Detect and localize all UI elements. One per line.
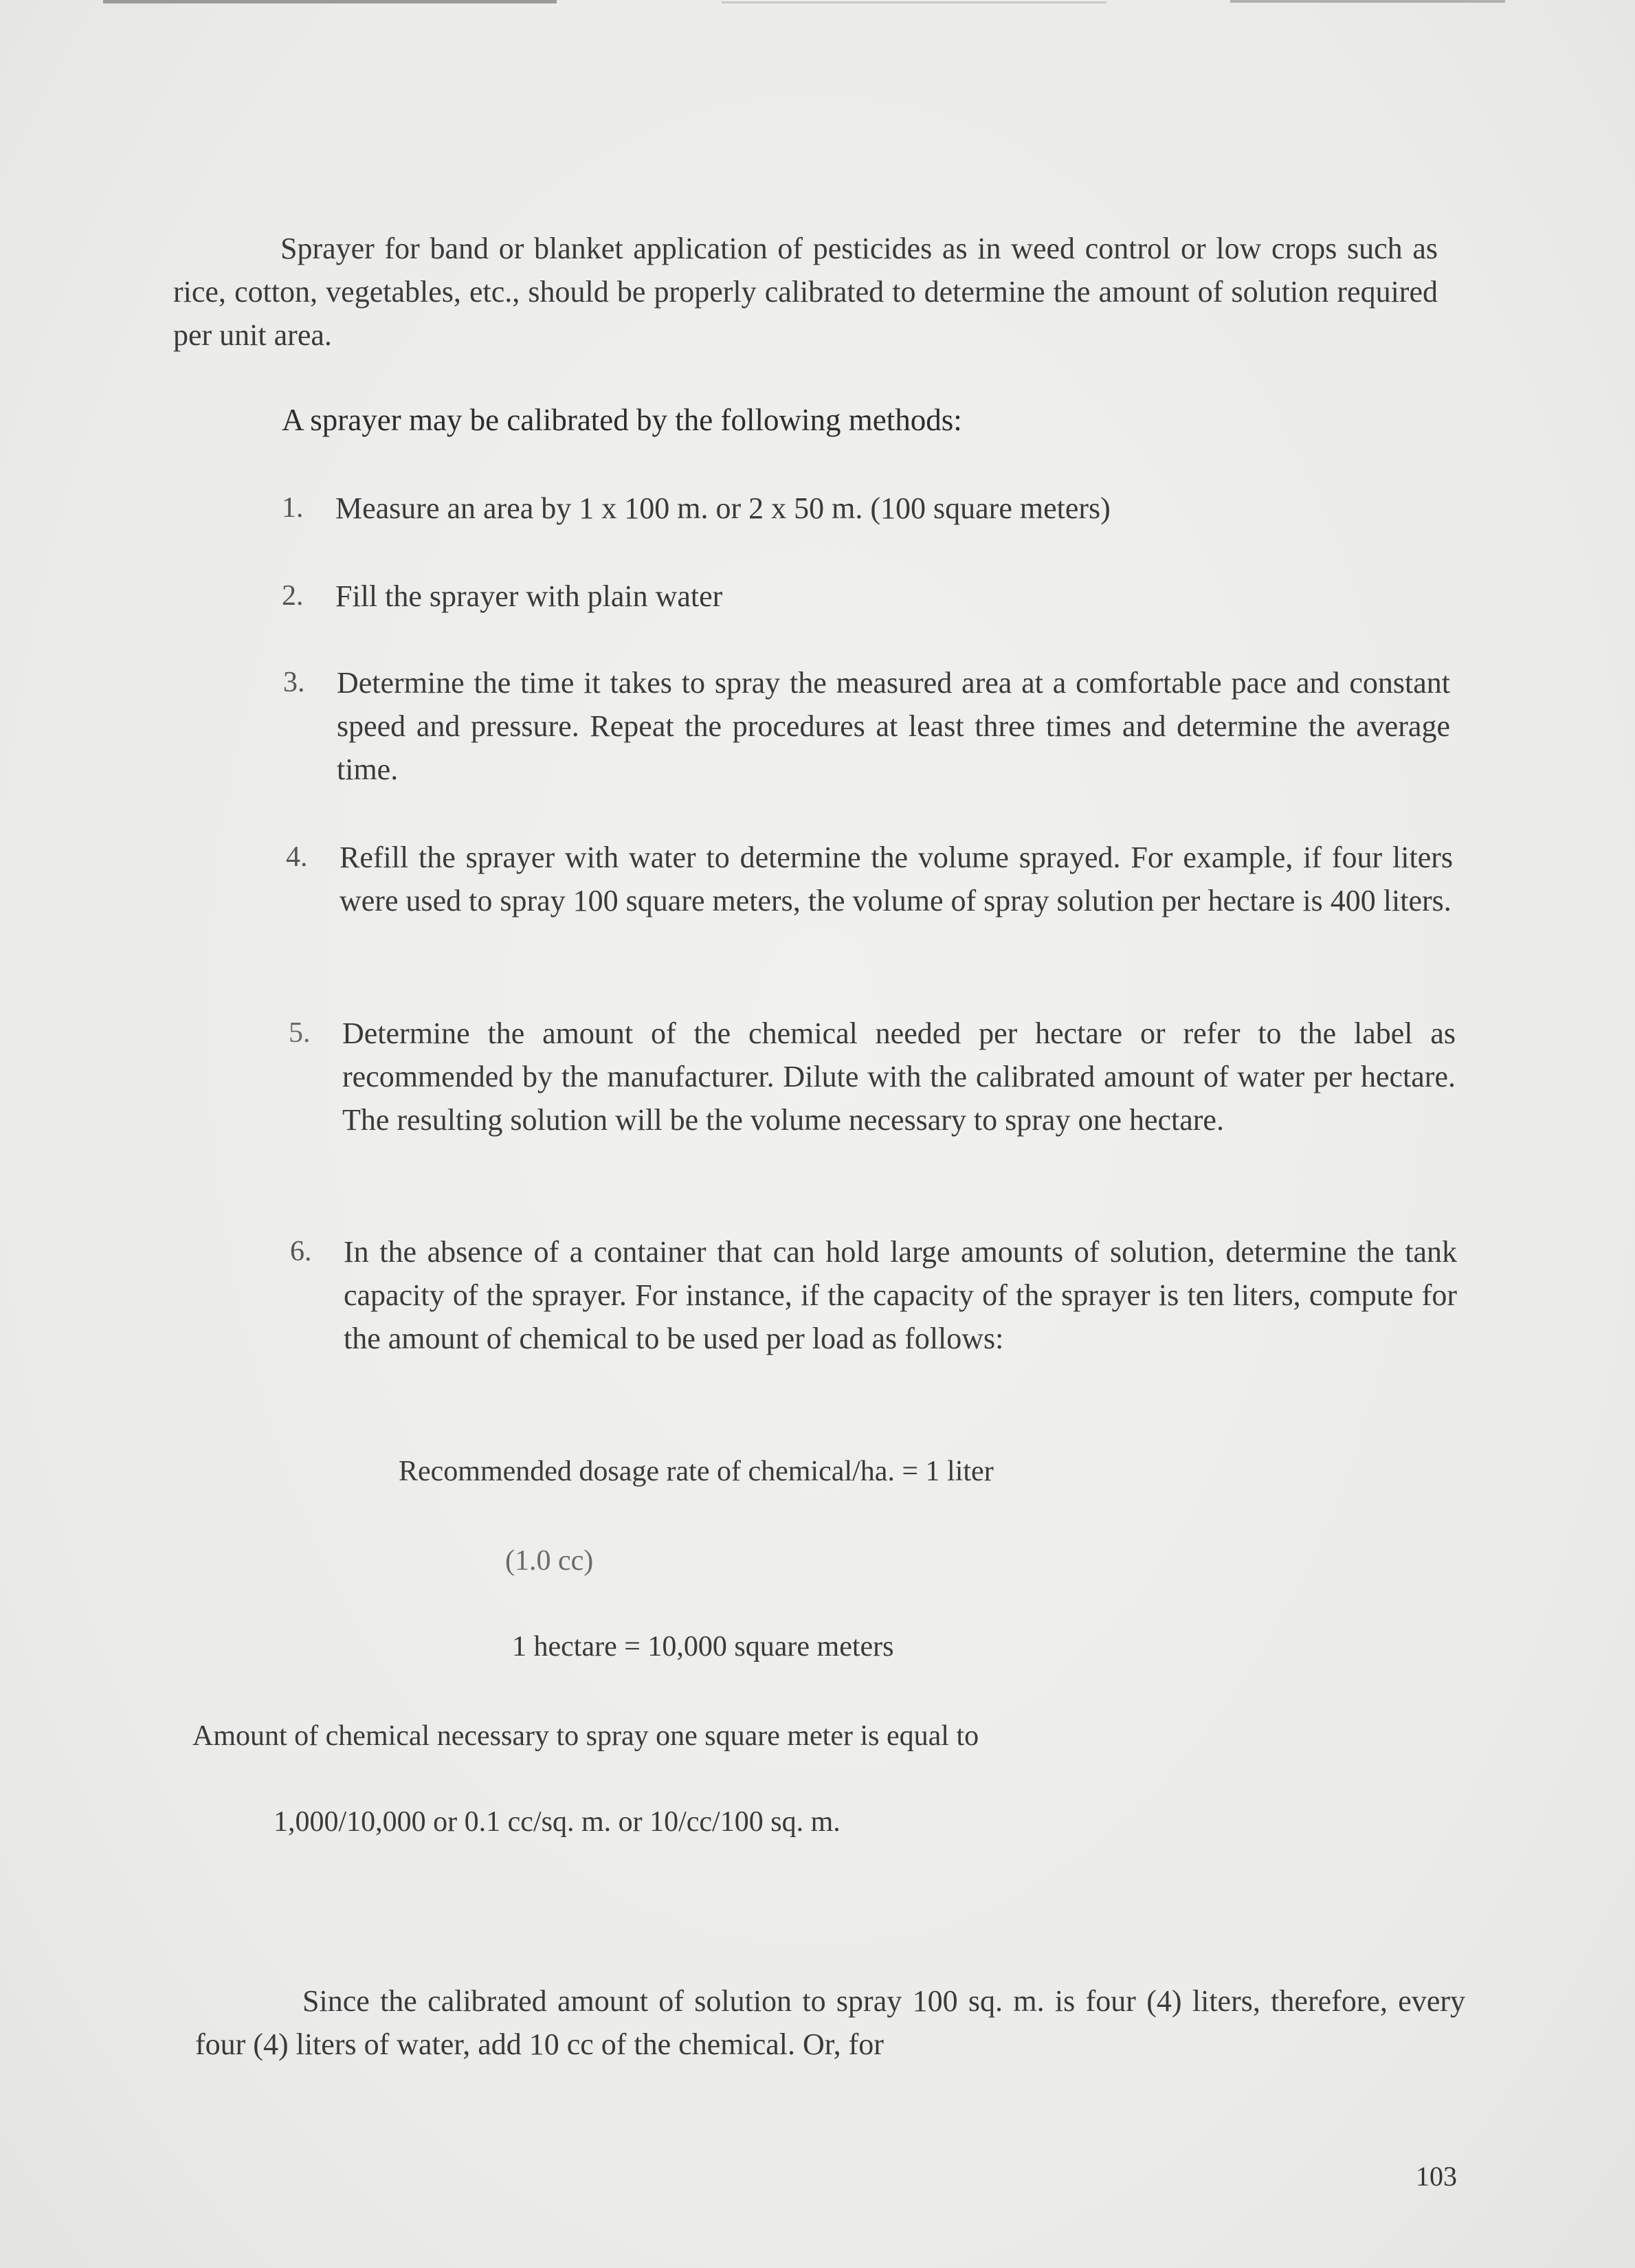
step-text: Fill the sprayer with plain water	[335, 579, 723, 613]
step-text: Refill the sprayer with water to determine the volume sprayed. For example, if four liters were used to spray 100 square meters, the volume of spray solution per hectare is 400 liters.	[340, 841, 1453, 918]
amount-value-line: 1,000/10,000 or 0.1 cc/sq. m. or 10/cc/100 sq. m.	[274, 1806, 841, 1838]
hectare-line: 1 hectare = 10,000 square meters	[512, 1631, 894, 1663]
amount-label-line: Amount of chemical necessary to spray one square meter is equal to	[192, 1720, 979, 1752]
step-text: Determine the time it takes to spray the measured area at a comfortable pace and constant speed and pressure. Repeat the procedures at least three times and determine the average time.	[337, 666, 1450, 786]
page-number: 103	[1416, 2161, 1457, 2192]
step-text: Determine the amount of the chemical needed per hectare or refer to the label as recommended by the manufacturer. Dilute with the calibrated amount of water per hectare. The resulting solution will be the volume necessary to spray one hectare.	[342, 1016, 1456, 1137]
top-edge-rule-faint	[722, 1, 1106, 3]
step-number: 1.	[282, 492, 304, 524]
top-edge-rule-right	[1230, 0, 1505, 3]
step-number: 5.	[289, 1017, 311, 1049]
intro-paragraph: Sprayer for band or blanket application of pesticides as in weed control or low crops such as rice, cotton, vegetables, etc., should be properly calibrated to determine the amount of solution required per unit area.	[173, 232, 1438, 352]
step-number: 3.	[283, 667, 305, 698]
step-text: In the absence of a container that can hold large amounts of solution, determine the tank capacity of the sprayer. For instance, if the capacity of the sprayer is ten liters, compute for the amount of chemical to be used per load as follows:	[344, 1235, 1457, 1355]
top-edge-rule	[103, 0, 557, 3]
cc-line: (1.0 cc)	[505, 1545, 594, 1577]
step-number: 2.	[282, 580, 304, 612]
closing-paragraph: Since the calibrated amount of solution to spray 100 sq. m. is four (4) liters, therefore, every four (4) liters of water, add 10 cc of the chemical. Or, for	[195, 1984, 1465, 2061]
dosage-rate-line: Recommended dosage rate of chemical/ha. = 1 liter	[399, 1456, 994, 1487]
methods-heading: A sprayer may be calibrated by the following methods:	[282, 403, 962, 437]
step-number: 4.	[286, 841, 308, 873]
step-number: 6.	[290, 1236, 312, 1267]
step-text: Measure an area by 1 x 100 m. or 2 x 50 m. (100 square meters)	[335, 491, 1111, 525]
